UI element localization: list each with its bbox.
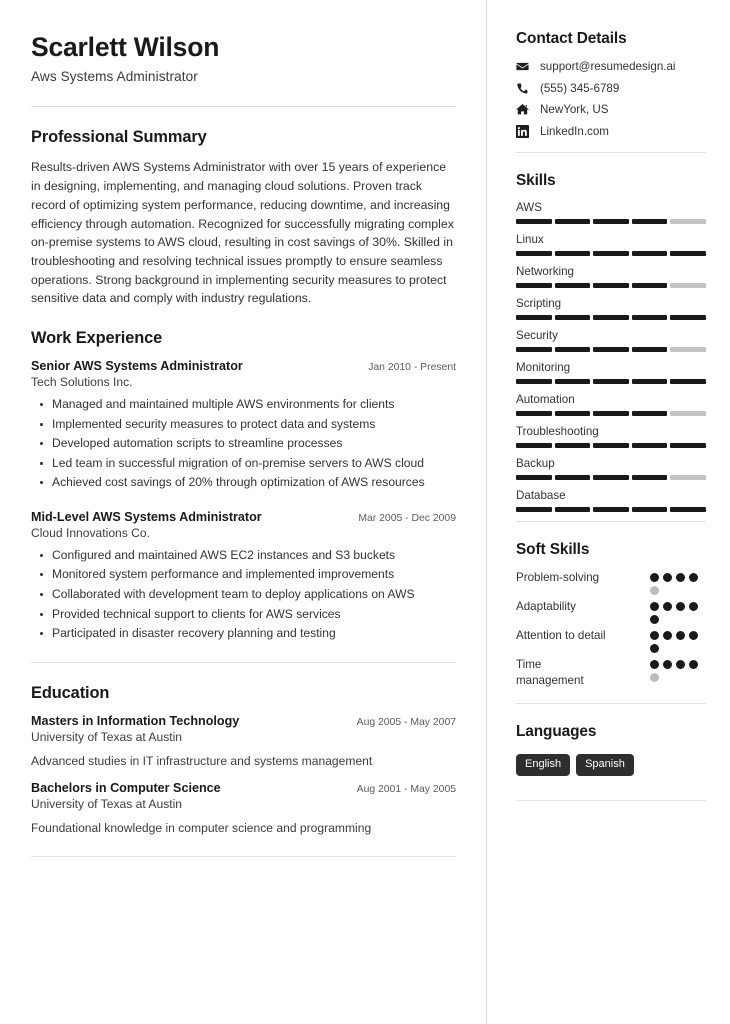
contact-item-location[interactable] (516, 103, 706, 116)
education-entry-header (31, 714, 456, 728)
work-education-divider (31, 662, 456, 663)
education-date: Aug 2005 - May 2007 (356, 716, 456, 728)
skill-label: Scripting (516, 296, 562, 310)
contact-value-location: NewYork, US (540, 103, 609, 116)
soft-skill-dot-filled (650, 573, 659, 582)
summary-text: Results-driven AWS Systems Administrator with over 15 years of experience in designing, implementing, and managing cloud solutions. Proven track record of optimizing system performance, reducing downtime, and increasing efficiency through automation. Recognized for successfully migrating complex on-premise systems to AWS cloud, resulting in cost savings of 30%. Skilled in troubleshooting and resolving technical issues promptly to ensure seamless operations. Strong background in implementing security measures to protect sensitive data and comply with industry regulations. (31, 160, 454, 306)
soft-skill-item (516, 570, 706, 595)
skill-label: Automation (516, 392, 575, 406)
skill-rating-bar (516, 219, 706, 224)
skill-segment-filled (670, 507, 706, 512)
skill-segment-filled (632, 379, 668, 384)
work-date: Jan 2010 - Present (368, 361, 456, 373)
work-bullet: Provided technical support to clients for AWS services (52, 605, 456, 625)
skill-rating-bar (516, 475, 706, 480)
header-divider (31, 106, 456, 107)
skill-rating-bar (516, 411, 706, 416)
soft-skill-dot-filled (650, 615, 659, 624)
work-company: Cloud Innovations Co. (31, 525, 150, 540)
skill-rating-bar (516, 315, 706, 320)
language-chip: Spanish (576, 754, 634, 775)
skill-segment-filled (632, 315, 668, 320)
skill-segment-filled (516, 219, 552, 224)
skill-segment-filled (632, 347, 668, 352)
work-role: Mid-Level AWS Systems Administrator (31, 509, 262, 524)
contact-list (516, 60, 706, 138)
skill-item (516, 329, 706, 352)
work-bullet-list (31, 546, 456, 644)
skill-segment-filled (555, 315, 591, 320)
education-section-title: Education (31, 683, 110, 702)
work-bullet-list (31, 395, 456, 493)
skill-segment-filled (593, 475, 629, 480)
skill-segment-filled (593, 379, 629, 384)
soft-skill-dot-filled (650, 602, 659, 611)
skill-rating-bar (516, 443, 706, 448)
skill-rating-bar (516, 251, 706, 256)
education-degree: Bachelors in Computer Science (31, 780, 221, 795)
soft-skill-dot-filled (676, 573, 685, 582)
language-chip: English (516, 754, 570, 775)
skill-segment-filled (593, 347, 629, 352)
contact-section-title: Contact Details (516, 30, 627, 47)
skill-segment-filled (516, 251, 552, 256)
skill-segment-empty (670, 411, 706, 416)
skill-segment-filled (555, 379, 591, 384)
education-date: Aug 2001 - May 2005 (356, 783, 456, 795)
skill-segment-filled (555, 283, 591, 288)
skill-rating-bar (516, 347, 706, 352)
contact-divider (516, 152, 706, 153)
skill-item (516, 201, 706, 224)
skill-label: Backup (516, 456, 555, 470)
skill-segment-filled (516, 379, 552, 384)
soft-skill-rating-dots (650, 599, 706, 624)
linkedin-icon (516, 125, 529, 138)
soft-skill-dot-filled (663, 631, 672, 640)
soft-skill-dot-filled (676, 660, 685, 669)
work-bullet: Developed automation scripts to streamline processes (52, 434, 456, 454)
work-date: Mar 2005 - Dec 2009 (358, 512, 456, 524)
skills-divider (516, 521, 706, 522)
skill-segment-filled (632, 507, 668, 512)
summary-section-title: Professional Summary (31, 128, 207, 147)
skill-rating-bar (516, 379, 706, 384)
education-entry (31, 714, 456, 768)
skill-segment-filled (516, 507, 552, 512)
skill-label: Linux (516, 232, 544, 246)
soft-skill-dot-empty (650, 586, 659, 595)
skill-rating-bar (516, 283, 706, 288)
skill-segment-empty (670, 347, 706, 352)
home-icon (516, 103, 529, 116)
soft-skill-dot-filled (650, 631, 659, 640)
skill-segment-filled (670, 315, 706, 320)
sidebar-column (487, 0, 730, 1024)
skill-segment-filled (555, 411, 591, 416)
skill-segment-filled (593, 411, 629, 416)
education-description: Advanced studies in IT infrastructure and systems management (31, 753, 373, 768)
skill-segment-empty (670, 219, 706, 224)
skill-segment-filled (632, 443, 668, 448)
education-description: Foundational knowledge in computer science and programming (31, 820, 372, 835)
skill-item (516, 265, 706, 288)
education-degree: Masters in Information Technology (31, 713, 240, 728)
skill-item (516, 233, 706, 256)
skill-segment-filled (516, 315, 552, 320)
languages-section-title: Languages (516, 723, 597, 741)
work-entry (31, 359, 456, 493)
skill-segment-filled (555, 443, 591, 448)
skill-segment-filled (632, 283, 668, 288)
spacer (31, 495, 456, 510)
skill-segment-filled (593, 507, 629, 512)
skill-segment-filled (632, 219, 668, 224)
skill-segment-filled (670, 251, 706, 256)
contact-value-linkedin: LinkedIn.com (540, 124, 609, 138)
contact-item-email[interactable] (516, 60, 706, 73)
work-bullet: Led team in successful migration of on-premise servers to AWS cloud (52, 454, 456, 474)
work-company: Tech Solutions Inc. (31, 374, 133, 389)
work-bullet: Managed and maintained multiple AWS environments for clients (52, 395, 456, 415)
soft-skill-dot-filled (663, 602, 672, 611)
education-entry (31, 781, 456, 835)
soft-skill-rating-dots (650, 570, 706, 595)
soft-skill-dot-filled (689, 573, 698, 582)
skill-segment-filled (593, 443, 629, 448)
soft-skill-label: Adaptability (516, 599, 576, 613)
work-bullet: Participated in disaster recovery planning and testing (52, 624, 456, 644)
skill-label: Database (516, 488, 566, 502)
soft-skill-item (516, 657, 706, 690)
education-bottom-divider (31, 856, 456, 857)
contact-value-email: support@resumedesign.ai (540, 60, 676, 73)
skill-segment-filled (516, 411, 552, 416)
soft-skill-dot-filled (650, 644, 659, 653)
work-bullet: Achieved cost savings of 20% through optimization of AWS resources (52, 473, 456, 493)
soft-skill-dot-filled (676, 602, 685, 611)
soft-skill-dot-filled (650, 660, 659, 669)
work-bullet: Monitored system performance and implemented improvements (52, 565, 456, 585)
skill-item (516, 457, 706, 480)
skill-segment-filled (555, 347, 591, 352)
skill-label: Monitoring (516, 360, 571, 374)
work-entry-header (31, 510, 456, 524)
skill-segment-filled (516, 443, 552, 448)
skill-label: AWS (516, 200, 542, 214)
skills-list (516, 201, 706, 512)
skill-item (516, 361, 706, 384)
soft-skill-dot-filled (663, 573, 672, 582)
work-bullet: Configured and maintained AWS EC2 instances and S3 buckets (52, 546, 456, 566)
skill-segment-filled (516, 283, 552, 288)
contact-value-phone: (555) 345-6789 (540, 81, 620, 95)
languages-bottom-divider (516, 800, 706, 801)
skills-section-title: Skills (516, 171, 556, 189)
skill-segment-empty (670, 475, 706, 480)
soft-skill-label: Attention to detail (516, 628, 606, 642)
skill-segment-filled (516, 347, 552, 352)
skill-segment-filled (555, 219, 591, 224)
skill-segment-filled (593, 283, 629, 288)
skill-rating-bar (516, 507, 706, 512)
work-section-title: Work Experience (31, 328, 163, 347)
soft-skills-section-title: Soft Skills (516, 540, 590, 558)
education-school: University of Texas at Austin (31, 729, 183, 744)
work-entry (31, 510, 456, 644)
skill-segment-filled (632, 475, 668, 480)
skill-segment-filled (555, 475, 591, 480)
languages-list (516, 754, 706, 775)
skill-segment-filled (670, 443, 706, 448)
soft-skill-dot-filled (689, 660, 698, 669)
phone-icon (516, 82, 529, 95)
soft-skill-label: Time management (516, 657, 584, 687)
skill-item (516, 425, 706, 448)
spacer (31, 770, 456, 781)
work-bullet: Collaborated with development team to deploy applications on AWS (52, 585, 456, 605)
envelope-icon (516, 60, 529, 73)
candidate-headline: Aws Systems Administrator (31, 69, 198, 85)
skill-segment-filled (593, 251, 629, 256)
skill-label: Networking (516, 264, 574, 278)
skill-segment-empty (670, 283, 706, 288)
skill-item (516, 393, 706, 416)
soft-skill-dot-filled (689, 602, 698, 611)
skill-item (516, 489, 706, 512)
work-role: Senior AWS Systems Administrator (31, 358, 243, 373)
skill-item (516, 297, 706, 320)
soft-skill-dot-filled (689, 631, 698, 640)
soft-skill-item (516, 599, 706, 624)
soft-skill-dot-filled (663, 660, 672, 669)
skill-segment-filled (555, 507, 591, 512)
soft-skills-divider (516, 703, 706, 704)
soft-skill-rating-dots (650, 657, 706, 682)
soft-skill-dot-filled (676, 631, 685, 640)
work-entry-header (31, 359, 456, 373)
skill-segment-filled (632, 411, 668, 416)
skill-label: Troubleshooting (516, 424, 599, 438)
education-school: University of Texas at Austin (31, 796, 183, 811)
candidate-name: Scarlett Wilson (31, 32, 220, 62)
contact-item-linkedin[interactable] (516, 125, 706, 138)
soft-skill-item (516, 628, 706, 653)
skill-segment-filled (593, 219, 629, 224)
soft-skill-dot-empty (650, 673, 659, 682)
skill-segment-filled (593, 315, 629, 320)
skill-segment-filled (670, 379, 706, 384)
soft-skill-rating-dots (650, 628, 706, 653)
skill-segment-filled (516, 475, 552, 480)
soft-skills-list (516, 570, 706, 690)
skill-label: Security (516, 328, 558, 342)
soft-skill-label: Problem-solving (516, 570, 600, 584)
contact-item-phone[interactable] (516, 82, 706, 95)
education-entry-header (31, 781, 456, 795)
work-bullet: Implemented security measures to protect data and systems (52, 415, 456, 435)
skill-segment-filled (632, 251, 668, 256)
skill-segment-filled (555, 251, 591, 256)
